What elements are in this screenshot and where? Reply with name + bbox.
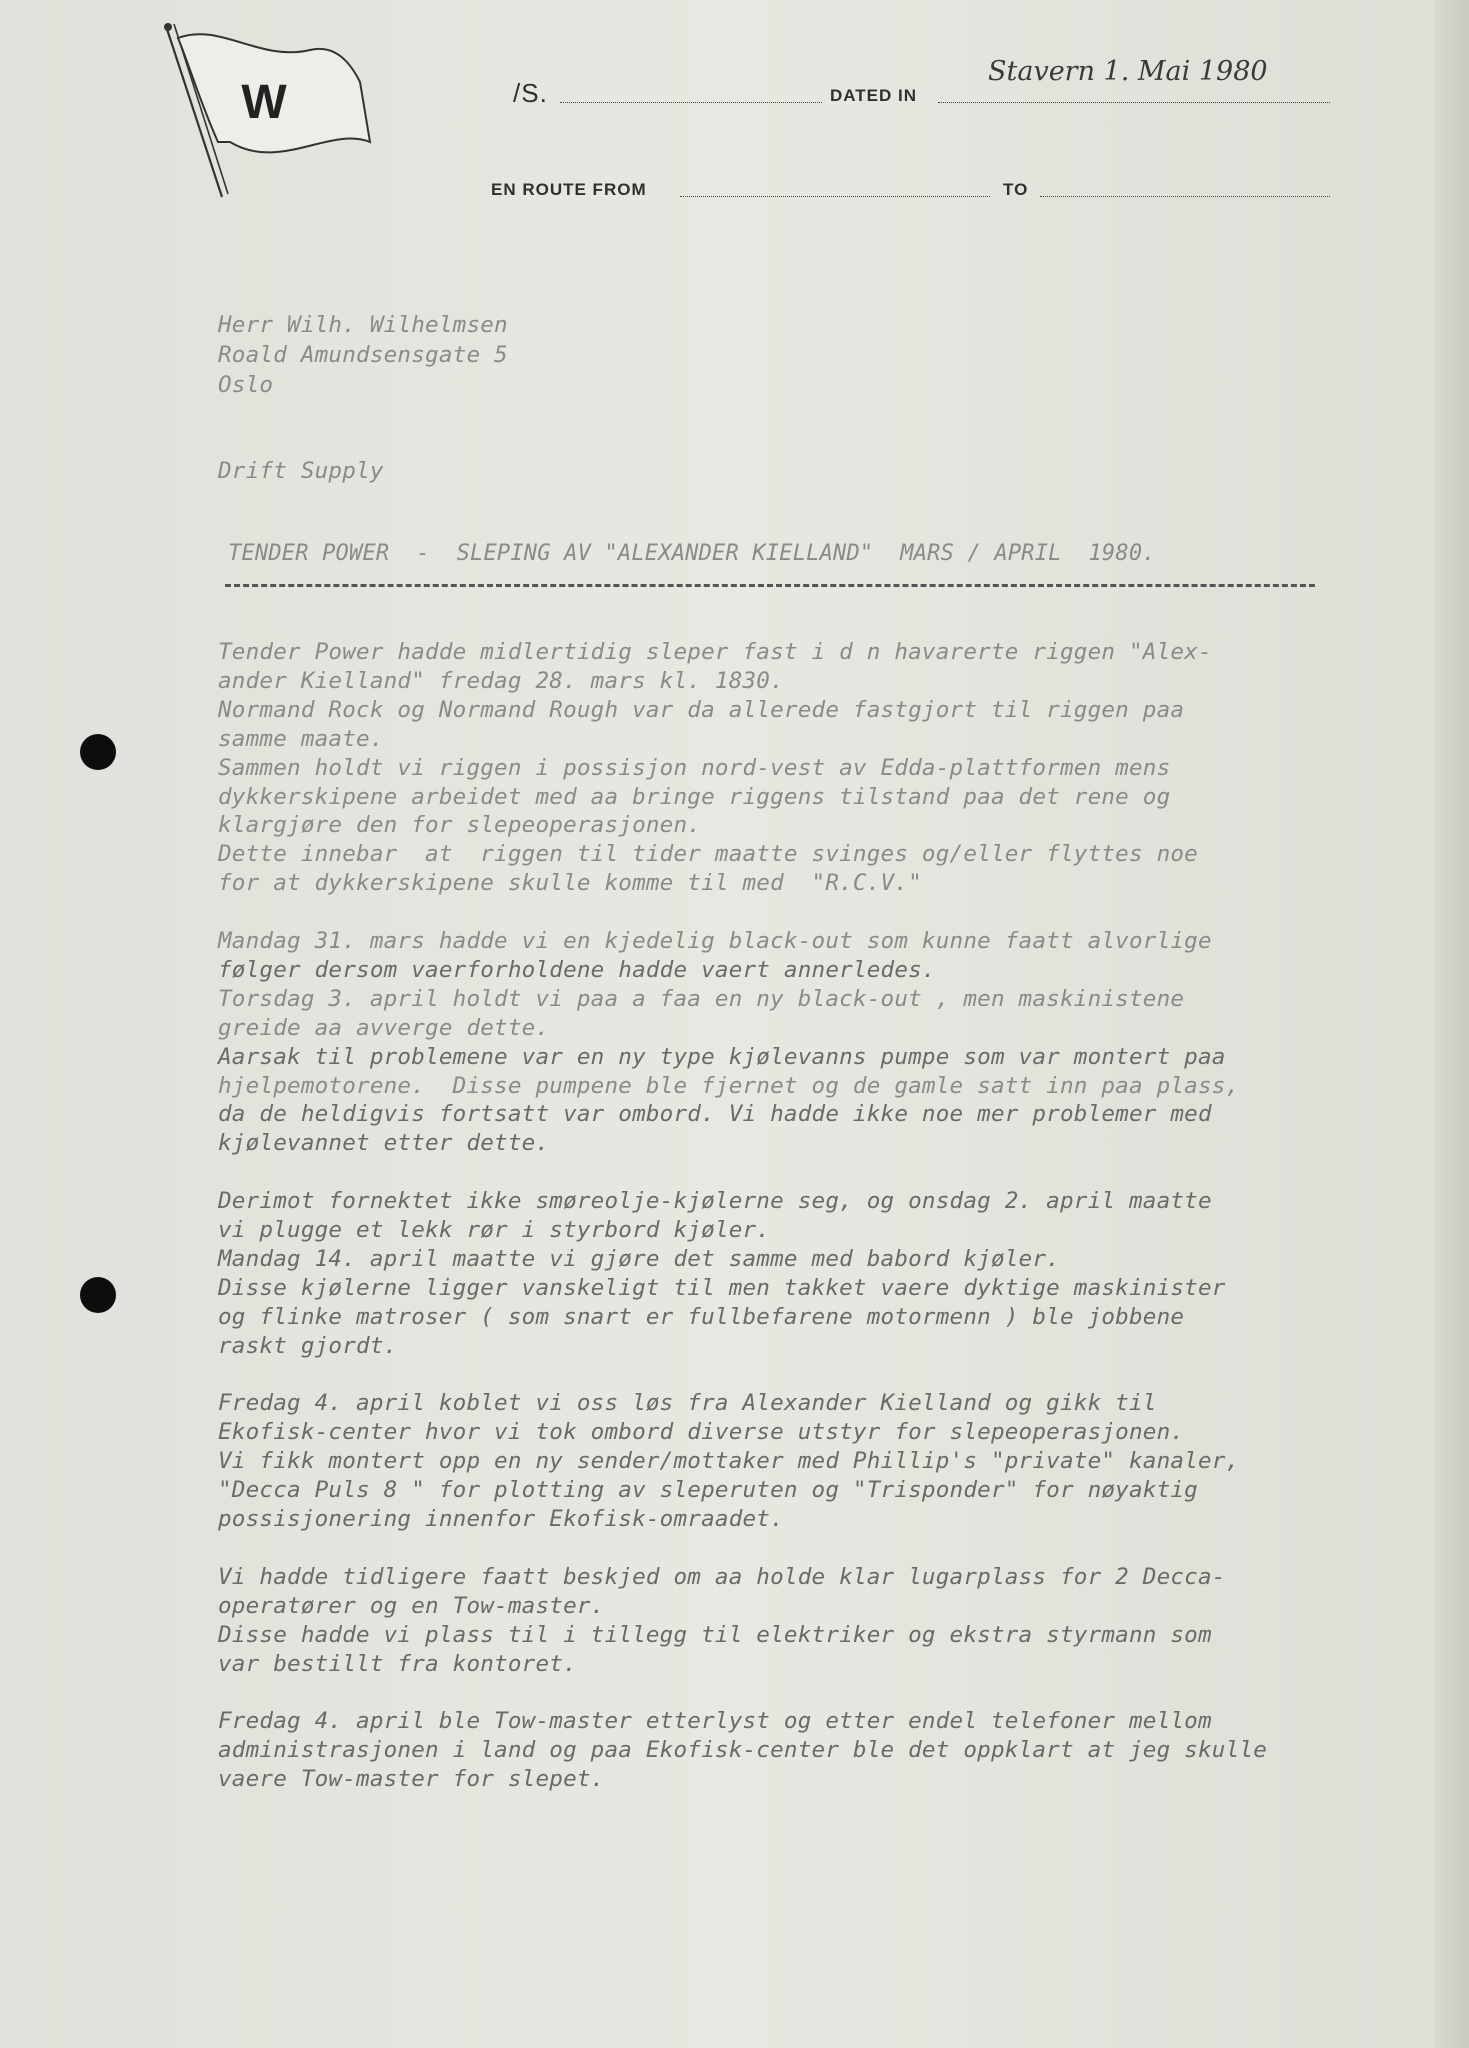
punch-hole-upper [80, 734, 116, 770]
body-line: vaere Tow-master for slepet. [218, 1766, 605, 1793]
body-line: ander Kielland" fredag 28. mars kl. 1830. [218, 667, 784, 694]
subject-underline [225, 584, 1315, 587]
body-line: samme maate. [218, 725, 384, 752]
dated-in-label: DATED IN [830, 86, 918, 105]
subject-line: TENDER POWER - SLEPING AV "ALEXANDER KIELLAND" MARS / APRIL 1980. [228, 541, 1156, 566]
body-line: Dette innebar at riggen til tider maatte svinges og/eller flyttes noe [218, 841, 1198, 868]
body-line: Aarsak til problemene var en ny type kjølevanns pumpe som var montert paa [218, 1043, 1226, 1070]
ship-name-line [560, 102, 822, 103]
ship-prefix: /S. [513, 78, 548, 108]
body-line: følger dersom vaerforholdene hadde vaert annerledes. [218, 956, 936, 983]
page-edge [1435, 0, 1469, 2048]
to-label: TO [1003, 180, 1029, 199]
body-line: Mandag 14. april maatte vi gjøre det samme med babord kjøler. [218, 1245, 1060, 1272]
body-line: raskt gjordt. [218, 1332, 398, 1359]
body-line: for at dykkerskipene skulle komme til med "R.C.V." [218, 870, 922, 897]
body-line: administrasjonen i land og paa Ekofisk-center ble det oppklart at jeg skulle [218, 1737, 1267, 1764]
department: Drift Supply [218, 458, 384, 484]
punch-hole-lower [80, 1277, 116, 1313]
body-line: dykkerskipene arbeidet med aa bringe riggens tilstand paa det rene og [218, 783, 1171, 810]
body-line: Normand Rock og Normand Rough var da allerede fastgjort til riggen paa [218, 696, 1185, 723]
body-line: Disse hadde vi plass til i tillegg til elektriker og ekstra styrmann som [218, 1621, 1212, 1648]
dated-in-value: Stavern 1. Mai 1980 [988, 56, 1268, 87]
body-line: hjelpemotorene. Disse pumpene ble fjernet og de gamle satt inn paa plass, [218, 1072, 1240, 1099]
body-line: klargjøre den for slepeoperasjonen. [218, 812, 702, 839]
body-line: Vi fikk montert opp en ny sender/mottaker med Phillip's "private" kanaler, [218, 1448, 1240, 1475]
body-line: operatører og en Tow-master. [218, 1592, 605, 1619]
body-line: Tender Power hadde midlertidig sleper fast i d n havarerte riggen "Alex- [218, 639, 1212, 665]
body-line: "Decca Puls 8 " for plotting av sleperuten og "Trisponder" for nøyaktig [218, 1477, 1198, 1504]
body-line: kjølevannet etter dette. [218, 1130, 550, 1157]
body-line: Mandag 31. mars hadde vi en kjedelig black-out som kunne faatt alvorlige [218, 928, 1212, 954]
recipient-name: Herr Wilh. Wilhelmsen [218, 312, 508, 338]
body-line: vi plugge et lekk rør i styrbord kjøler. [218, 1217, 771, 1243]
logo-letter: W [241, 76, 287, 129]
en-route-from-label: EN ROUTE FROM [491, 180, 647, 199]
en-route-from-line [680, 196, 990, 197]
body-line: Fredag 4. april koblet vi oss løs fra Alexander Kielland og gikk til [218, 1390, 1157, 1417]
body-line: var bestillt fra kontoret. [218, 1650, 577, 1677]
dated-in-line [938, 102, 1330, 103]
body-line: Fredag 4. april ble Tow-master etterlyst og etter endel telefoner mellom [218, 1708, 1212, 1735]
body-line: Vi hadde tidligere faatt beskjed om aa holde klar lugarplass for 2 Decca- [218, 1563, 1226, 1590]
body-line: Derimot fornektet ikke smøreolje-kjølerne seg, og onsdag 2. april maatte [218, 1188, 1212, 1215]
flag-logo [160, 22, 380, 202]
to-line [1040, 196, 1330, 197]
body-line: Disse kjølerne ligger vanskeligt til men takket vaere dyktige maskinister [218, 1274, 1226, 1301]
body-line: Torsdag 3. april holdt vi paa a faa en ny black-out , men maskinistene [218, 985, 1185, 1012]
body-line: Sammen holdt vi riggen i possisjon nord-vest av Edda-plattformen mens [218, 754, 1171, 781]
body-line: da de heldigvis fortsatt var ombord. Vi hadde ikke noe mer problemer med [218, 1101, 1212, 1128]
recipient-street: Roald Amundsensgate 5 [218, 342, 508, 368]
recipient-city: Oslo [218, 372, 274, 398]
body-line: greide aa avverge dette. [218, 1014, 550, 1041]
body-line: Ekofisk-center hvor vi tok ombord diverse utstyr for slepeoperasjonen. [218, 1419, 1185, 1446]
body-line: og flinke matroser ( som snart er fullbefarene motormenn ) ble jobbene [218, 1303, 1185, 1330]
body-line: possisjonering innenfor Ekofisk-omraadet. [218, 1506, 784, 1532]
